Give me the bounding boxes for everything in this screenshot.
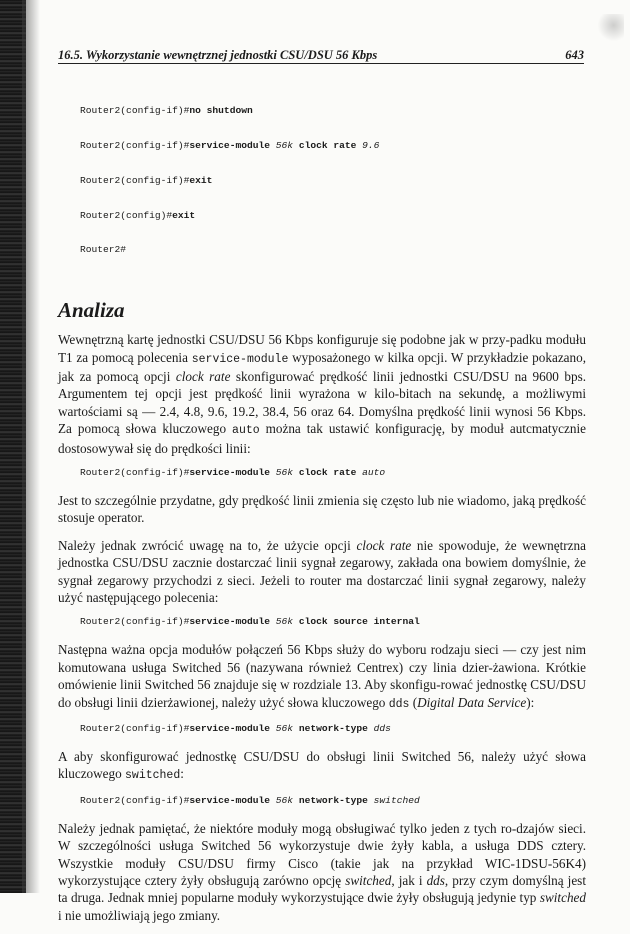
paragraph-1: Wewnętrzną kartę jednostki CSU/DSU 56 Kbps konfiguruje się podobne jak w przy-padku modułu T1 za pomocą polecenia service-module wyposażonego w kilka opcji. W przykładzie pokazano, jak za pomocą opcji clock rate skonfigurować prędkość linii jednostki CSU/DSU na 9600 bps. Argumentem tej opcji jest prędkość linii wyrażona w kilo-bitach na sekundę, a możliwymi wartościami są — 2.4, 4.8, 9.6, 19.2, 38.4, 56 oraz 64. Domyślna prędkość linii wynosi 56 Kbps. Za pomocą słowa kluczowego auto można tak ustawić konfigurację, by moduł autcmatycznie dostosowywał się do prędkości linii: (58, 332, 587, 456)
page-number: 643 (565, 48, 584, 62)
code-snippet-4: Router2(config-if)#service-module 56k network-type switched (80, 794, 420, 806)
code-line: Router2(config-if)#no shutdown (80, 105, 253, 117)
code-line: Router2(config-if)#exit (80, 174, 213, 186)
code-line: Router2# (80, 244, 127, 256)
code-snippet-3: Router2(config-if)#service-module 56k network-type dds (80, 723, 391, 734)
code-block (80, 82, 586, 279)
code-snippet-2: Router2(config-if)#service-module 56k clock source internal (80, 616, 420, 628)
paragraph-2: Jest to szczególnie przydatne, gdy prędkość linii zmienia się często lub nie wiadomo, jaką prędkość stosuje operator. (58, 492, 586, 526)
page-body (58, 82, 586, 934)
section-title: Analiza (58, 298, 125, 323)
paragraph-4: Następna ważna opcja modułów połączeń 56 Kbps służy do wyboru rodzaju sieci — czy jest nim komutowana usługa Switched 56 (nazywana również Centrex) czy linia dzier-żawiona. Krótkie omówienie linii Switched 56 znajduje się w rozdziale 13. Aby skonfigu-rować jednostkę CSU/DSU do obsługi linii dzierżawionej, należy użyć słowa kluczowego dds (Digital Data Service): (58, 642, 586, 711)
paragraph-6: Należy jednak pamiętać, że niektóre moduły mogą obsługiwać tylko jeden z tych ro-dzajów sieci. W szczególności usługa Switched 56 wykorzystuje dwie żyły kabla, a usługa DDS cztery. Wszystkie moduły CSU/DSU firmy Cisco (takie jak na przykład WIC-1DSU-56K4) wykorzystujące cztery żyły obsługują zarówno opcję switched, jak i dds, przy czym domyślną jest ta druga. Jednak mniej popularne moduły wykorzystujące dwie żyły obsługują jedynie typ switched i nie umożliwiają jego zmiany. (58, 820, 586, 923)
paragraph-3: Należy jednak zwrócić uwagę na to, że użycie opcji clock rate nie spowoduje, że wewnętrzna jednostka CSU/DSU zacznie dostarczać linii sygnał zegarowy, zakłada ona bowiem domyślnie, że sygnał zegarowy przychodzi z sieci. Jeżeli to router ma dostarczać linii sygnał zegarowy, należy użyć następującego polecenia: (58, 537, 586, 605)
scan-noise (598, 14, 624, 42)
running-header (58, 43, 584, 64)
paragraph-5: A aby skonfigurować jednostkę CSU/DSU do obsługi linii Switched 56, należy użyć słowa kluczowego switched: (58, 749, 586, 783)
binding-fade (22, 0, 40, 893)
code-snippet-1: Router2(config-if)#service-module 56k clock rate auto (80, 466, 386, 478)
header-title: 16.5. Wykorzystanie wewnętrznej jednostki CSU/DSU 56 Kbps (58, 48, 378, 62)
code-line: Router2(config-if)#service-module 56k clock rate 9.6 (80, 139, 380, 151)
code-line: Router2(config)#exit (80, 209, 196, 221)
